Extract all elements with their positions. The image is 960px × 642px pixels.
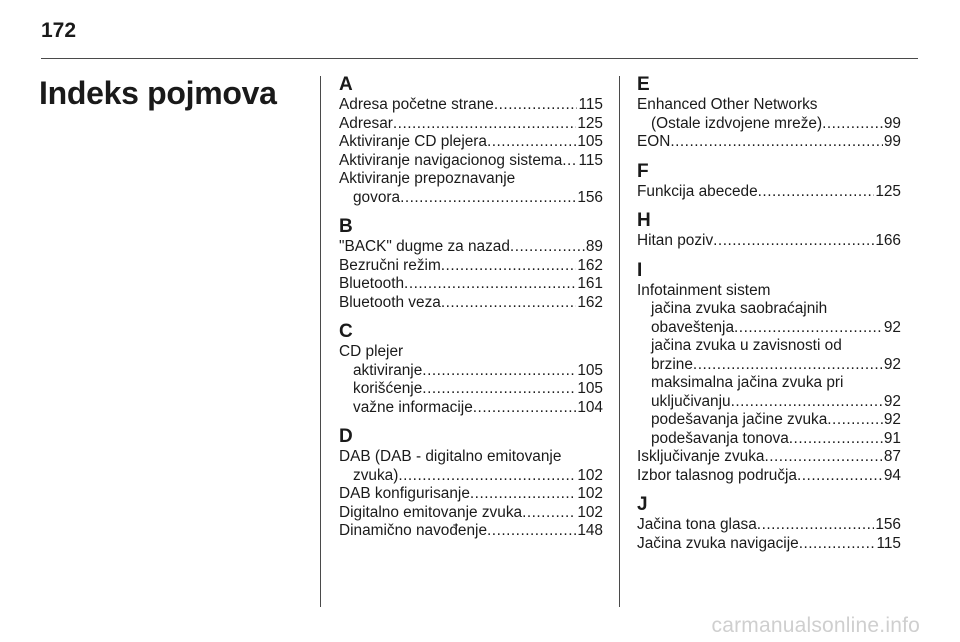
entry-label: Adresa početne strane: [339, 96, 494, 113]
index-entry[interactable]: [637, 516, 901, 535]
dot-leader: [494, 96, 578, 115]
header-rule: [41, 58, 918, 59]
index-entry-start: DAB (DAB - digitalno emitovanje: [339, 448, 562, 465]
dot-leader: [757, 516, 875, 535]
index-entry[interactable]: [637, 411, 901, 430]
entry-label: brzine: [651, 355, 693, 373]
entry-page-number: 102: [577, 503, 603, 521]
index-entry[interactable]: [637, 467, 901, 486]
index-heading: CD plejer: [339, 343, 404, 360]
dot-leader: [789, 430, 883, 449]
dot-leader: [758, 183, 875, 202]
dot-leader: [562, 152, 577, 171]
dot-leader: [400, 189, 576, 208]
entry-page-number: 92: [883, 355, 901, 373]
dot-leader: [797, 467, 883, 486]
entry-page-number: 156: [577, 188, 603, 206]
index-entry-start: Aktiviranje prepoznavanje: [339, 170, 516, 187]
dot-leader: [398, 467, 576, 486]
index-entry[interactable]: [339, 380, 603, 399]
entry-label: Bezručni režim: [339, 256, 441, 274]
index-entry[interactable]: [339, 362, 603, 381]
sub-entry-label: maksimalna jačina zvuka pri: [651, 374, 844, 391]
entry-label: Funkcija abecede: [637, 182, 758, 200]
index-entry[interactable]: [637, 133, 901, 152]
entry-label: uključivanju: [651, 392, 731, 410]
entry-page-number: 99: [883, 133, 901, 150]
watermark: carmanualsonline.info: [711, 614, 920, 637]
entry-label: (Ostale izdvojene mreže): [651, 114, 823, 132]
section-letter: E: [637, 74, 650, 95]
index-entry[interactable]: [637, 535, 901, 554]
dot-leader: [713, 232, 874, 251]
index-entry[interactable]: [339, 522, 603, 541]
entry-page-number: 115: [578, 96, 603, 113]
index-entry[interactable]: [339, 467, 603, 486]
section-letter: C: [339, 321, 353, 342]
entry-page-number: 104: [577, 398, 603, 416]
entry-label: Jačina tona glasa: [637, 516, 757, 533]
index-column-2: [637, 74, 901, 553]
entry-label: zvuka): [353, 466, 399, 484]
index-entry[interactable]: [339, 96, 603, 115]
entry-label: Izbor talasnog područja: [637, 466, 797, 484]
entry-page-number: 105: [577, 380, 603, 397]
entry-page-number: 115: [876, 534, 901, 552]
dot-leader: [731, 393, 883, 412]
index-entry[interactable]: [637, 430, 901, 449]
section-letter: B: [339, 216, 353, 237]
index-column-1: [339, 74, 603, 541]
column-divider-right: [619, 76, 620, 607]
index-entry[interactable]: [339, 294, 603, 313]
index-entry[interactable]: [339, 152, 603, 171]
dot-leader: [441, 294, 576, 313]
entry-label: Hitan poziv: [637, 232, 714, 249]
section-letter: I: [637, 259, 643, 281]
entry-page-number: 92: [883, 411, 901, 428]
entry-label: Jačina zvuka navigacije: [637, 534, 799, 552]
dot-leader: [510, 238, 585, 257]
entry-label: Adresar: [339, 114, 393, 132]
dot-leader: [522, 504, 576, 523]
index-entry[interactable]: [637, 232, 901, 251]
entry-page-number: 92: [883, 392, 901, 410]
entry-page-number: 162: [577, 293, 603, 311]
dot-leader: [422, 362, 576, 381]
entry-label: važne informacije: [353, 398, 473, 416]
dot-leader: [422, 380, 576, 399]
index-entry[interactable]: [339, 189, 603, 208]
entry-label: Bluetooth veza: [339, 293, 441, 311]
dot-leader: [470, 485, 576, 504]
index-entry[interactable]: [339, 485, 603, 504]
entry-page-number: 102: [577, 485, 603, 502]
entry-page-number: 161: [577, 275, 603, 292]
entry-label: Isključivanje zvuka: [637, 448, 765, 465]
index-entry[interactable]: [339, 257, 603, 276]
entry-label: obaveštenja: [651, 318, 735, 336]
dot-leader: [487, 133, 576, 152]
entry-page-number: 156: [875, 516, 901, 533]
dot-leader: [764, 448, 882, 467]
index-entry[interactable]: [339, 504, 603, 523]
dot-leader: [441, 257, 577, 276]
entry-page-number: 105: [577, 133, 603, 150]
dot-leader: [827, 411, 883, 430]
section-letter: J: [637, 494, 648, 515]
entry-label: podešavanja jačine zvuka: [651, 411, 828, 428]
sub-entry-label: jačina zvuka saobraćajnih: [651, 300, 828, 317]
entry-label: DAB konfigurisanje: [339, 485, 470, 502]
dot-leader: [393, 115, 576, 134]
section-letter: A: [339, 74, 353, 95]
sub-entry-label: jačina zvuka u zavisnosti od: [651, 337, 842, 354]
entry-label: korišćenje: [353, 380, 423, 397]
entry-page-number: 99: [883, 114, 901, 132]
entry-page-number: 102: [577, 466, 603, 484]
entry-page-number: 89: [585, 238, 603, 255]
index-entry[interactable]: [637, 115, 901, 134]
entry-page-number: 94: [883, 466, 901, 484]
page-number: 172: [41, 19, 77, 42]
dot-leader: [404, 275, 576, 294]
dot-leader: [670, 133, 883, 152]
entry-label: podešavanja tonova: [651, 429, 789, 447]
dot-leader: [799, 535, 876, 554]
column-divider-left: [320, 76, 321, 607]
entry-page-number: 91: [883, 429, 901, 447]
entry-page-number: 162: [577, 256, 603, 274]
entry-label: Bluetooth: [339, 275, 405, 292]
entry-label: Aktiviranje navigacionog sistema: [339, 151, 563, 169]
entry-page-number: 166: [875, 232, 901, 249]
index-entry[interactable]: [339, 238, 603, 257]
entry-label: Aktiviranje CD plejera: [339, 133, 487, 150]
section-letter: D: [339, 426, 353, 447]
index-entry[interactable]: [339, 133, 603, 152]
dot-leader: [487, 522, 576, 541]
index-entry[interactable]: [339, 115, 603, 134]
index-entry[interactable]: [637, 448, 901, 467]
entry-page-number: 105: [577, 361, 603, 379]
index-entry[interactable]: [637, 393, 901, 412]
entry-label: Digitalno emitovanje zvuka: [339, 503, 523, 521]
page-title: Indeks pojmova: [39, 75, 277, 111]
entry-label: aktiviranje: [353, 361, 423, 379]
index-entry[interactable]: [637, 356, 901, 375]
dot-leader: [822, 115, 883, 134]
dot-leader: [693, 356, 883, 375]
entry-page-number: 148: [577, 522, 603, 539]
section-letter: H: [637, 210, 651, 231]
index-entry[interactable]: [637, 319, 901, 338]
entry-page-number: 115: [578, 151, 603, 169]
index-heading: Infotainment sistem: [637, 281, 771, 299]
entry-label: EON: [637, 133, 671, 150]
dot-leader: [734, 319, 883, 338]
entry-page-number: 92: [883, 318, 901, 336]
section-letter: F: [637, 160, 649, 182]
entry-label: Dinamično navođenje: [339, 522, 488, 539]
index-entry[interactable]: [339, 275, 603, 294]
entry-label: "BACK" dugme za nazad: [339, 238, 510, 255]
index-entry[interactable]: [637, 183, 901, 202]
entry-page-number: 87: [883, 448, 901, 465]
entry-page-number: 125: [875, 182, 901, 200]
entry-label: govora: [353, 188, 401, 206]
index-entry[interactable]: [339, 399, 603, 418]
dot-leader: [473, 399, 577, 418]
entry-page-number: 125: [577, 114, 603, 132]
index-entry-start: Enhanced Other Networks: [637, 96, 818, 113]
